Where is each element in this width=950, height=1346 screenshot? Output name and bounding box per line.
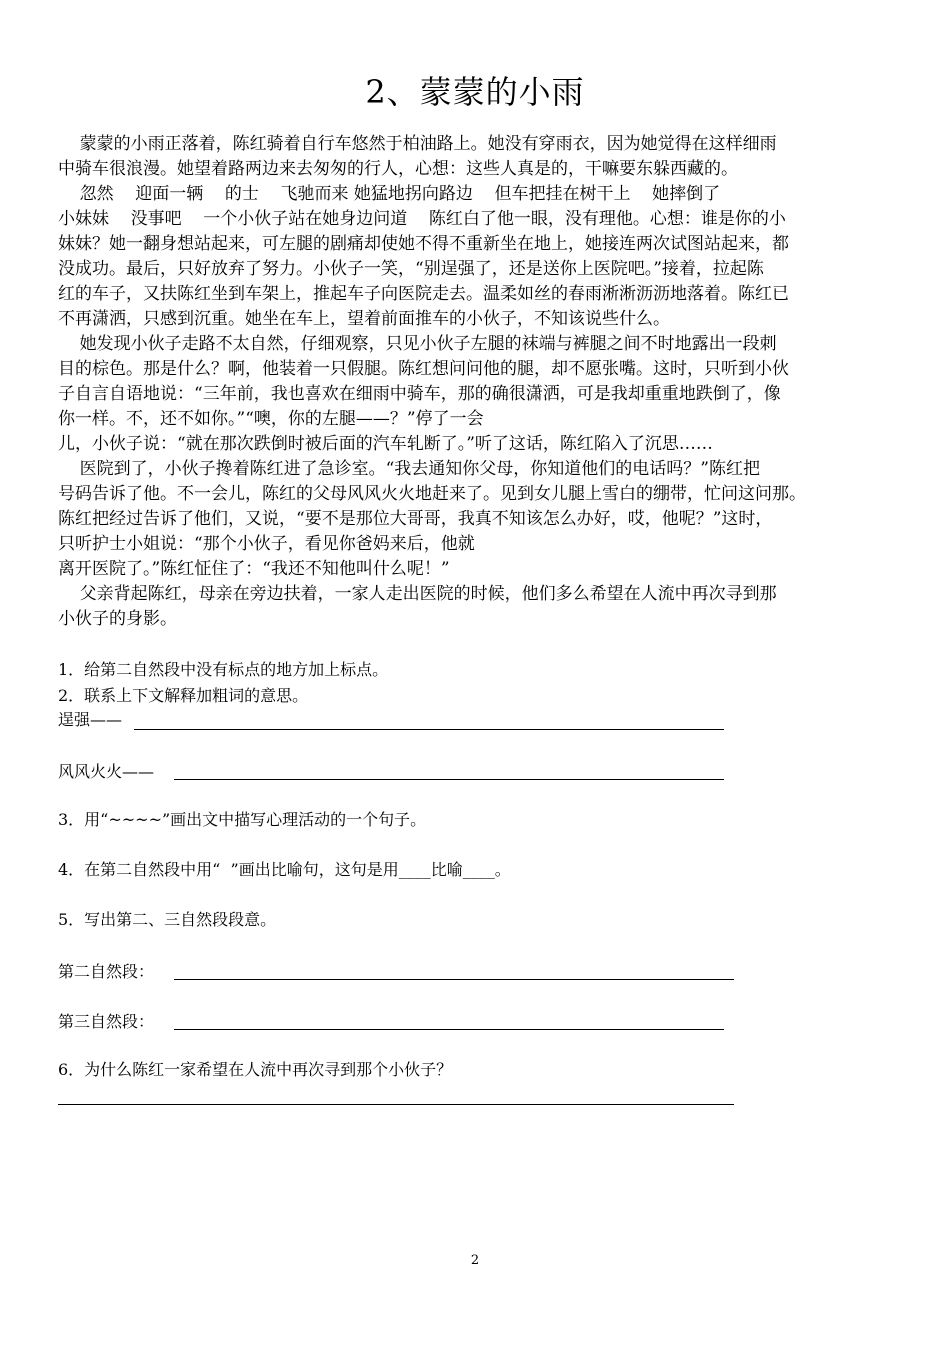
answer-line[interactable] xyxy=(174,779,724,780)
question-2-term-2: 风风火火—— xyxy=(58,762,155,781)
question-2-term-1: 逞强—— xyxy=(58,710,123,729)
passage-line: 儿，小伙子说：“就在那次跌倒时被后面的汽车轧断了。”听了这话，陈红陷入了沉思…… xyxy=(58,434,713,454)
passage-line: 目的棕色。那是什么？啊，他装着一只假腿。陈红想问问他的腿，却不愿张嘴。这时，只听到小伙 xyxy=(58,359,789,379)
passage-line: 小伙子的身影。 xyxy=(58,609,177,629)
passage-line: 中骑车很浪漫。她望着路两边来去匆匆的行人，心想：这些人真是的，干嘛要东躲西藏的。 xyxy=(58,159,738,179)
passage-line: 小妹妹 没事吧 一个小伙子站在她身边问道 陈红白了他一眼，没有理他。心想：谁是你的小 xyxy=(58,209,786,229)
passage-line: 只听护士小姐说：“那个小伙子，看见你爸妈来后，他就 xyxy=(58,534,475,554)
passage-line: 没成功。最后，只好放弃了努力。小伙子一笑，“别逞强了，还是送你上医院吧。”接着，拉起陈 xyxy=(58,259,764,279)
passage-line: 号码告诉了他。不一会儿，陈红的父母风风火火地赶来了。见到女儿腿上雪白的绷带，忙问这问那。 xyxy=(58,484,806,504)
page-number: 2 xyxy=(470,1253,480,1268)
question-5: 5．写出第二、三自然段段意。 xyxy=(58,910,277,929)
question-5-paragraph-2: 第二自然段： xyxy=(58,962,155,981)
question-3: 3．用“~~~~”画出文中描写心理活动的一个句子。 xyxy=(58,810,427,829)
question-6: 6．为什么陈红一家希望在人流中再次寻到那个小伙子？ xyxy=(58,1060,453,1079)
passage-line: 妹妹？她一翻身想站起来，可左腿的剧痛却使她不得不重新坐在地上，她接连两次试图站起来，都 xyxy=(58,234,789,254)
passage-line: 父亲背起陈红，母亲在旁边扶着，一家人走出医院的时候，他们多么希望在人流中再次寻到那 xyxy=(58,584,777,604)
passage-line: 子自言自语地说：“三年前，我也喜欢在细雨中骑车，那的确很潇洒，可是我却重重地跌倒了，像 xyxy=(58,384,781,404)
page-title: 2、蒙蒙的小雨 xyxy=(365,73,585,111)
passage-line: 蒙蒙的小雨正落着，陈红骑着自行车悠然于柏油路上。她没有穿雨衣，因为她觉得在这样细雨 xyxy=(58,134,777,154)
passage-line: 陈红把经过告诉了他们，又说，“要不是那位大哥哥，我真不知该怎么办好，哎，他呢？”这时， xyxy=(58,509,773,529)
passage-line: 她发现小伙子走路不太自然，仔细观察，只见小伙子左腿的袜端与裤腿之间不时地露出一段刺 xyxy=(58,334,777,354)
answer-line[interactable] xyxy=(174,1029,724,1030)
passage-line: 你一样。不，还不如你。”“噢，你的左腿——？”停了一会 xyxy=(58,409,484,429)
question-4: 4．在第二自然段中用“ ”画出比喻句，这句是用____比喻____。 xyxy=(58,860,511,879)
question-2: 2．联系上下文解释加粗词的意思。 xyxy=(58,686,309,705)
question-1: 1．给第二自然段中没有标点的地方加上标点。 xyxy=(58,660,389,679)
passage-line: 忽然 迎面一辆 的士 飞驰而来 她猛地拐向路边 但车把挂在树干上 她摔倒了 xyxy=(58,184,721,204)
answer-line[interactable] xyxy=(174,979,734,980)
passage-line: 医院到了，小伙子搀着陈红进了急诊室。“我去通知你父母，你知道他们的电话吗？”陈红把 xyxy=(58,459,760,479)
question-5-paragraph-3: 第三自然段： xyxy=(58,1012,155,1031)
passage-line: 离开医院了。”陈红怔住了：“我还不知他叫什么呢！” xyxy=(58,559,450,579)
answer-line[interactable] xyxy=(58,1104,734,1105)
answer-line[interactable] xyxy=(134,729,724,730)
passage-line: 红的车子，又扶陈红坐到车架上，推起车子向医院走去。温柔如丝的春雨淅淅沥沥地落着。陈红已 xyxy=(58,284,789,304)
passage-line: 不再潇洒，只感到沉重。她坐在车上，望着前面推车的小伙子，不知该说些什么。 xyxy=(58,309,670,329)
